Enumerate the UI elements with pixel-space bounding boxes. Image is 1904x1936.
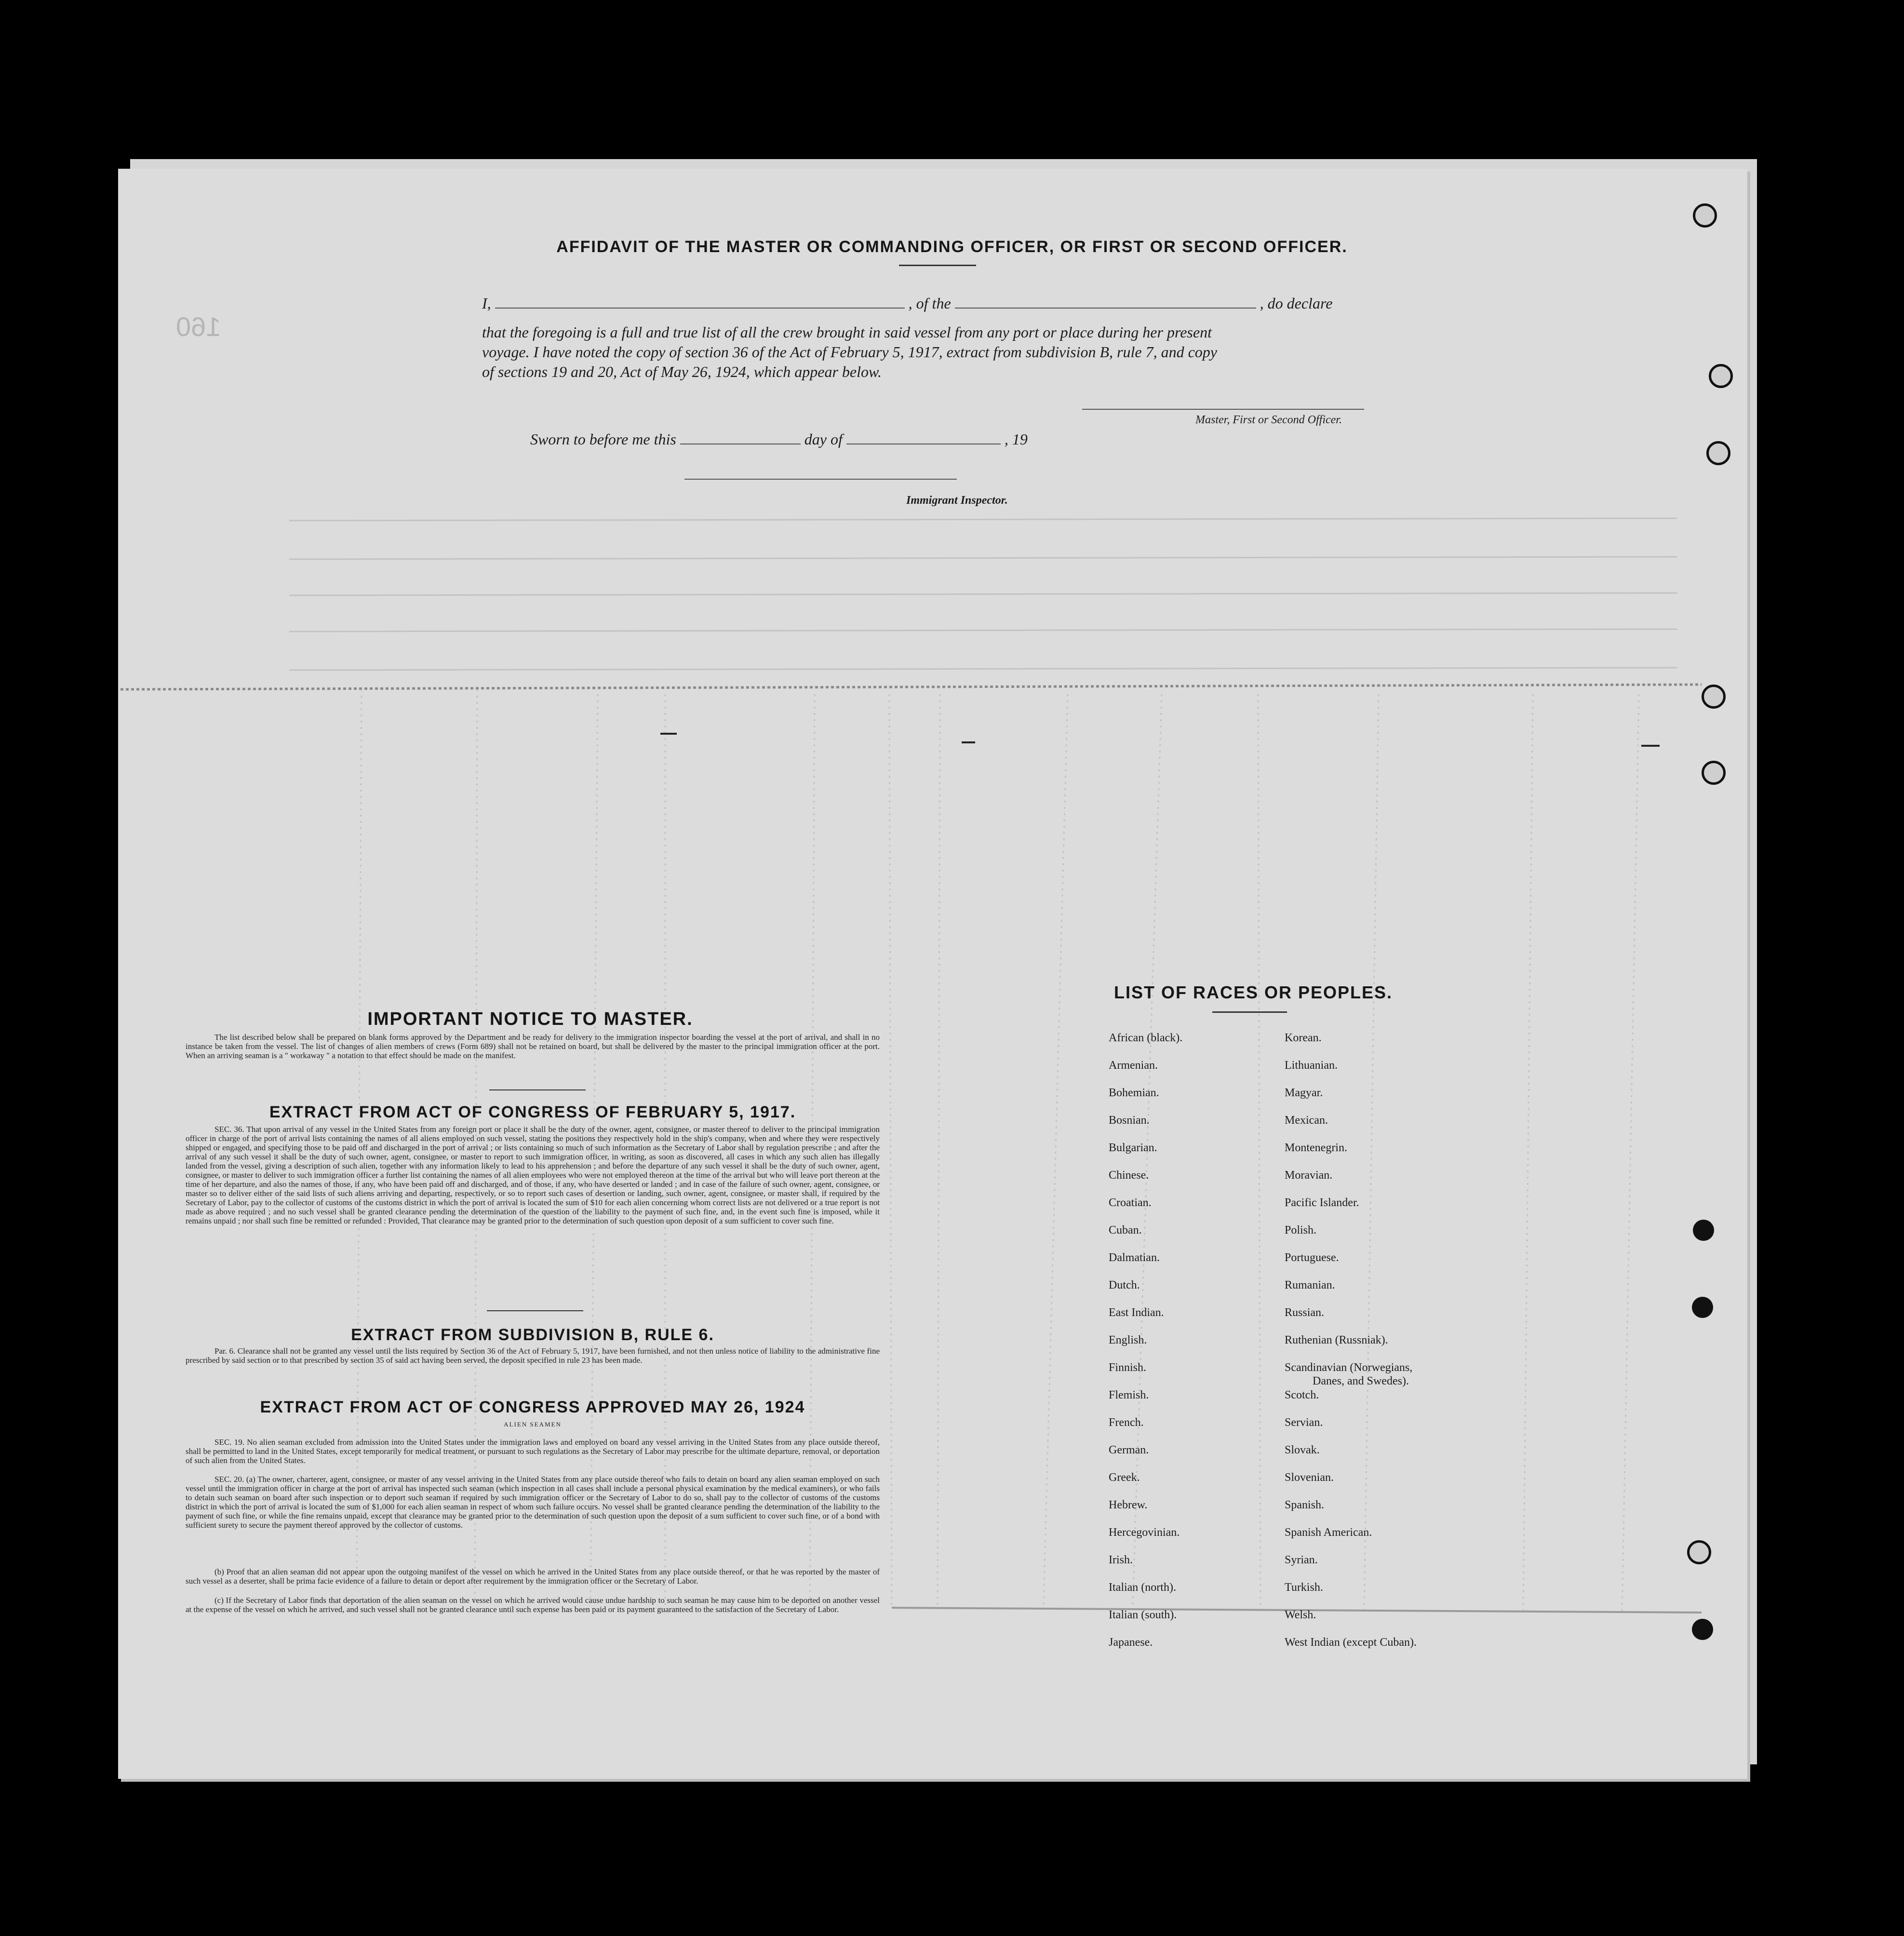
race-item: Dalmatian. [1109, 1251, 1160, 1264]
race-item: Scandinavian (Norwegians, [1285, 1361, 1413, 1374]
affidavit-line-4: of sections 19 and 20, Act of May 26, 1924, which appear below. [482, 363, 882, 380]
binder-hole [1702, 685, 1726, 709]
extract-1924-sec19: SEC. 19. No alien seaman excluded from admission into the United States under the immigration laws and employed on board any vessel arriving in the United States from any place outside thereof, shall be permitted to land in the United States, except temporarily for medical treatment, or pursuant to such regulations as the Secretary of Labor may prescribe for the ultimate departure, removal, or deportation of such alien from the United States. [186, 1438, 880, 1465]
race-item: French. [1109, 1416, 1144, 1429]
races-title: LIST OF RACES OR PEOPLES. [1113, 982, 1393, 1002]
notice-title: IMPORTANT NOTICE TO MASTER. [367, 1009, 693, 1029]
race-item: Armenian. [1109, 1059, 1158, 1072]
race-item: Hebrew. [1109, 1499, 1148, 1511]
extract-1917-body: SEC. 36. That upon arrival of any vessel in the United States from any foreign port or place it shall be the duty of the owner, agent, consignee, or master thereof to deliver to the principal immigration officer in charge of the port of arrival lists containing the names of all aliens employed on such vessel, stating the positions they respectively hold in the ship's company, when and where they were respectively shipped or engaged, and specifying those to be paid off and discharged in the port of arrival ; or lists containing so much of such information as the Secretary of Labor shall by regulation prescribe ; and after the arrival of any such vessel it shall be the duty of such owner, agent, consignee, or master to report to such immigration officer, in writing, as soon as discovered, all cases in which any such alien has illegally landed from the vessel, giving a description of such alien, together with any information likely to lead to his apprehension ; and before the departure of any such vessel it shall be the duty of such owner, agent, consignee, or master to deliver to such immigration officer a further list containing the names of all alien employees who were not employed thereon at the time of the arrival but who will leave port thereon at the time of her departure, and also the names of those, if any, who have been paid off and discharged, and of those, if any, who have deserted or landed ; and in case of the failure of such owner, agent, consignee, or master so to deliver either of the said lists of such aliens arriving and departing, respectively, or so to report such cases of desertion or landing, such owner, agent, consignee, or master shall, if required by the Secretary of Labor, pay to the collector of customs of the customs district in which the port of arrival is located the sum of $10 for each alien concerning whom correct lists are not delivered or a true report is not made as above required ; and no such vessel shall be granted clearance pending the determination of the question of the liability to the payment of such fine, and, in the event such fine is imposed, while it remains unpaid ; nor shall such fine be remitted or refunded : Provided, That clearance may be granted prior to the determination of such question upon deposit of a sum sufficient to cover such fine. [186, 1125, 880, 1225]
race-item: Slovenian. [1285, 1471, 1334, 1484]
extract-1924-sec20b: (b) Proof that an alien seaman did not appear upon the outgoing manifest of the vessel on which he arrived in the United States from any place outside thereof, or that he was reported by the master of such vessel as a deserter, shall be prima facie evidence of a failure to detain or deport after requirement by the immigration officer or the Secretary of Labor. [186, 1567, 880, 1586]
race-item: Hercegovinian. [1109, 1526, 1180, 1539]
sworn-line [530, 429, 1157, 449]
sworn-day-of: day of [804, 430, 843, 448]
race-item: Dutch. [1109, 1279, 1140, 1291]
race-item: Servian. [1285, 1416, 1323, 1429]
race-item: East Indian. [1109, 1306, 1164, 1319]
declarant-of-the: , of the [908, 295, 951, 312]
declarant-declare: , do declare [1260, 295, 1333, 312]
race-item: Irish. [1109, 1554, 1133, 1566]
race-item: Korean. [1285, 1032, 1322, 1044]
affidavit-line-3: voyage. I have noted the copy of section 36 of the Act of February 5, 1917, extract from subdivision B, rule 7, and copy [482, 343, 1217, 361]
race-item: African (black). [1109, 1032, 1183, 1044]
rule6-title: EXTRACT FROM SUBDIVISION B, RULE 6. [351, 1326, 714, 1344]
extract-1924-sec20a: SEC. 20. (a) The owner, charterer, agent, consignee, or master of any vessel arriving in the United States from any place outside thereof who fails to detain on board any alien seaman employed on such vessel until the immigration officer in charge at the port of arrival has inspected such seaman (which inspection in all cases shall include a personal physical examination by the medical examiners), or who fails to detain such seaman on board after such inspection or to deport such seaman if required by such immigration officer or the Secretary of Labor to do so, shall pay to the collector of customs of the customs district in which the port of arrival is located the sum of $1,000 for each alien seaman in respect of whom such failure occurs. No vessel shall be granted clearance pending the determination of the liability to the payment of such fine, or while the fine remains unpaid, except that clearance may be granted prior to the determination of such question upon the deposit of a sum sufficient to cover such fine, or of a bond with sufficient surety to secure the payment thereof approved by the collector of customs. [186, 1475, 880, 1530]
race-item: Magyar. [1285, 1087, 1323, 1099]
sworn-month-field[interactable] [846, 429, 1001, 444]
race-item: Greek. [1109, 1471, 1140, 1484]
race-item: Polish. [1285, 1224, 1317, 1237]
extract-1917-rule [487, 1310, 583, 1311]
binder-hole [1693, 203, 1717, 228]
extract-1924-subtitle: ALIEN SEAMEN [504, 1421, 562, 1428]
master-signature-label: Master, First or Second Officer. [1195, 414, 1342, 426]
race-item: Portuguese. [1285, 1251, 1339, 1264]
race-item: Croatian. [1109, 1197, 1152, 1209]
sworn-prefix: Sworn to before me this [530, 430, 676, 448]
race-item: English. [1109, 1334, 1147, 1346]
binder-hole [1709, 364, 1733, 388]
punch-dot [1692, 1619, 1713, 1640]
sworn-year: , 19 [1004, 430, 1028, 448]
race-item: Russian. [1285, 1306, 1325, 1319]
inspector-signature-line[interactable] [684, 479, 957, 480]
race-item: Welsh. [1285, 1609, 1316, 1621]
race-item: Mexican. [1285, 1114, 1328, 1127]
race-item: Rumanian. [1285, 1279, 1335, 1291]
extract-1917-title: EXTRACT FROM ACT OF CONGRESS OF FEBRUARY 5, 1917. [269, 1103, 796, 1121]
race-item: Spanish. [1285, 1499, 1325, 1511]
race-item: Syrian. [1285, 1554, 1318, 1566]
master-signature-line[interactable] [1082, 409, 1364, 410]
race-item: Bosnian. [1109, 1114, 1150, 1127]
affidavit-title: AFFIDAVIT OF THE MASTER OR COMMANDING OFFICER, OR FIRST OR SECOND OFFICER. [556, 238, 1348, 256]
affidavit-line-1 [482, 293, 1408, 313]
race-item: Scotch. [1285, 1389, 1319, 1401]
race-item: West Indian (except Cuban). [1285, 1636, 1417, 1649]
race-item: Italian (north). [1109, 1581, 1176, 1594]
race-item: Montenegrin. [1285, 1142, 1347, 1154]
race-item: Bulgarian. [1109, 1142, 1157, 1154]
inspector-label: Immigrant Inspector. [906, 494, 1008, 507]
notice-rule [489, 1089, 586, 1090]
declarant-name-field[interactable] [495, 293, 905, 309]
race-item: Pacific Islander. [1285, 1197, 1359, 1209]
race-item: Cuban. [1109, 1224, 1142, 1237]
affidavit-line-2: that the foregoing is a full and true list of all the crew brought in said vessel from any port or place during her present [482, 323, 1212, 341]
manifest-page [118, 169, 1747, 1779]
binder-hole [1702, 761, 1726, 785]
notice-body: The list described below shall be prepared on blank forms approved by the Department and be ready for delivery to the immigration inspector boarding the vessel at the port of arrival, and shall in no instance be taken from the vessel. The list of changes of alien members of crews (Form 689) shall not be retained on board, but shall be delivered by the master to the principal immigration officer at the port. When an arriving seaman is a " workaway " a notation to that effect should be made on the manifest. [186, 1033, 880, 1060]
race-item: Chinese. [1109, 1169, 1149, 1182]
sworn-day-field[interactable] [680, 429, 801, 444]
affidavit-title-rule [899, 265, 976, 266]
punch-dot [1692, 1297, 1713, 1318]
rule6-body: Par. 6. Clearance shall not be granted any vessel until the lists required by Section 36 of the Act of February 5, 1917, have been furnished, and not then unless notice of liability to the administrative fine prescribed by said section or to that prescribed by section 35 of said act having been served, the deposit specified in rule 23 has been made. [186, 1346, 880, 1365]
race-item: Turkish. [1285, 1581, 1323, 1594]
declarant-vessel-field[interactable] [955, 293, 1256, 309]
race-item: Ruthenian (Russniak). [1285, 1334, 1388, 1346]
declarant-prefix: I, [482, 295, 491, 312]
race-item: Italian (south). [1109, 1609, 1177, 1621]
race-item: Flemish. [1109, 1389, 1149, 1401]
race-item-continuation: Danes, and Swedes). [1313, 1375, 1409, 1387]
race-item: Lithuanian. [1285, 1059, 1338, 1072]
race-item: Moravian. [1285, 1169, 1333, 1182]
extract-1924-title: EXTRACT FROM ACT OF CONGRESS APPROVED MAY 26, 1924 [260, 1398, 805, 1416]
race-item: Spanish American. [1285, 1526, 1372, 1539]
binder-hole [1706, 441, 1730, 465]
page-number: 160 [176, 311, 221, 342]
races-title-rule [1212, 1011, 1287, 1013]
race-item: Japanese. [1109, 1636, 1153, 1649]
extract-1924-sec20c: (c) If the Secretary of Labor finds that deportation of the alien seaman on the vessel on which he arrived would cause undue hardship to such seaman he may cause him to be deported on another vessel at the expense of the vessel on which he arrived, and such vessel shall not be granted clearance until such expense has been paid or its payment guaranteed to the satisfaction of the Secretary of Labor. [186, 1596, 880, 1614]
race-item: Finnish. [1109, 1361, 1147, 1374]
race-item: Slovak. [1285, 1444, 1320, 1456]
punch-dot [1693, 1220, 1714, 1241]
binder-hole [1687, 1540, 1711, 1564]
race-item: Bohemian. [1109, 1087, 1159, 1099]
race-item: German. [1109, 1444, 1149, 1456]
